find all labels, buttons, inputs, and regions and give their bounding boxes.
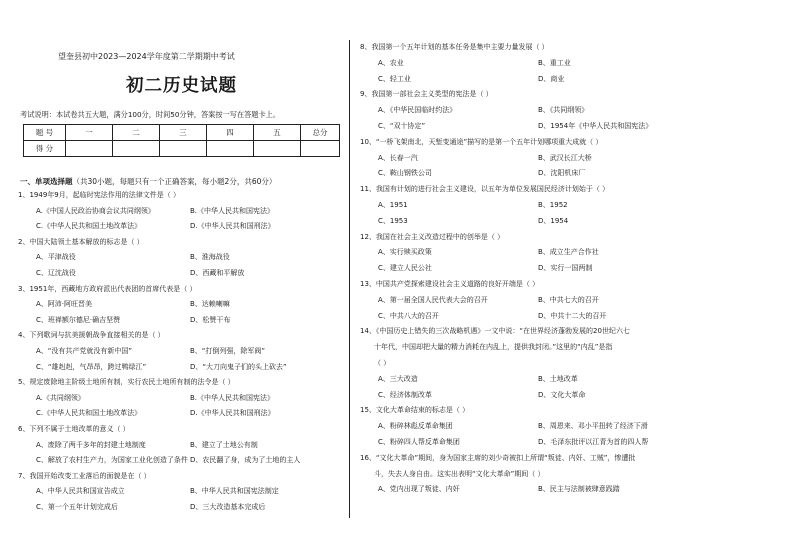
option-item: C、辽沈战役 <box>36 269 76 277</box>
option-item: B、武汉长江大桥 <box>538 153 592 162</box>
question-stem: 8、我国第一个五年计划的基本任务是集中主要力量发展（ ） <box>360 43 549 51</box>
section-title <box>20 176 276 187</box>
option-item: A.《共同纲领》 <box>36 393 85 402</box>
option-item: D、“大刀向鬼子们的头上砍去” <box>190 362 287 371</box>
option-item: D、实行一国两制 <box>538 264 593 273</box>
question-stem: 12、我国在社会主义改造过程中的创举是（ ） <box>360 232 505 241</box>
score-table <box>23 124 340 157</box>
option-item: A、粉碎林彪反革命集团 <box>378 422 453 431</box>
option-item: D、商业 <box>538 74 565 83</box>
option-item: A、平津战役 <box>36 253 76 262</box>
option-item: A、实行赎买政策 <box>378 248 432 257</box>
option-item: A、中华人民共和国宣告成立 <box>36 487 125 496</box>
option-item: B、民主与法制被肆意践踏 <box>538 485 620 494</box>
question-stem: 9、我国第一部社会主义类型的宪法是（ ） <box>360 90 493 99</box>
score-cell: 四 <box>207 125 254 141</box>
option-item: D、毛泽东批评以江青为首的四人帮 <box>538 438 649 446</box>
option-item: D、1954年《中华人民共和国宪法》 <box>538 122 653 130</box>
question-stem: 7、我国开始改变工业落后的面貌是在（ ） <box>18 471 151 480</box>
option-item: B、淮海战役 <box>190 253 230 262</box>
option-item: B、土地改革 <box>538 374 578 383</box>
question-stem-continued: （ ） <box>374 359 391 367</box>
score-cell <box>160 141 207 157</box>
score-cell: 得 分 <box>24 141 66 157</box>
option-item: B、周恩来、邓小平扭转了经济下滑 <box>538 422 648 431</box>
column-divider <box>349 40 350 518</box>
option-item: C、粉碎四人帮反革命集团 <box>378 438 460 446</box>
score-cell <box>301 141 340 157</box>
question-stem: 6、下列不属于土地改革的意义（ ） <box>18 425 130 433</box>
question-stem: 3、1951年，西藏地方政府派出代表团的首席代表是（ ） <box>18 284 197 293</box>
question-stem: 2、中国大陆领土基本解放的标志是（ ） <box>18 237 144 246</box>
option-item: C.《中华人民共和国土地改革法》 <box>36 409 142 418</box>
option-item: B、中共七大的召开 <box>538 295 599 304</box>
option-item: C、建立人民公社 <box>378 264 432 273</box>
option-item: B.《中华人民共和国宪法》 <box>190 206 275 215</box>
score-cell: 题 号 <box>24 125 66 141</box>
score-cell: 一 <box>66 125 113 141</box>
option-item: C、轻工业 <box>378 74 411 83</box>
option-item: A、长春一汽 <box>378 153 418 162</box>
option-item: C、第一个五年计划完成后 <box>36 503 118 511</box>
option-item: C.《中华人民共和国土地改革法》 <box>36 222 142 231</box>
option-item: B.《中华人民共和国宪法》 <box>190 393 275 402</box>
option-item: D、三大改造基本完成后 <box>190 503 266 511</box>
question-stem: 15、文化大革命结束的标志是（ ） <box>360 406 470 415</box>
option-item: D、中共十二大的召开 <box>538 311 607 320</box>
option-item: C、鞍山钢铁公司 <box>378 169 432 178</box>
score-cell: 二 <box>113 125 160 141</box>
option-item: B、中华人民共和国宪法制定 <box>190 487 279 496</box>
option-item: B、《共同纲领》 <box>538 106 589 115</box>
option-item: D、文化大革命 <box>538 390 586 399</box>
score-cell: 总分 <box>301 125 340 141</box>
option-item: A、农业 <box>378 58 404 67</box>
option-item: D.《中华人民共和国刑法》 <box>190 409 275 418</box>
option-item: A、《中华民国临时约法》 <box>378 106 457 115</box>
option-item: B、“打倒列强，除军阀” <box>190 347 266 355</box>
question-stem: 1、1949年9月，起临时宪法作用的法律文件是（ ） <box>18 191 180 199</box>
question-stem: 10、“一桥飞架南北，天堑变通途”描写的是第一个五年计划哪项重大成就（ ） <box>360 137 603 146</box>
question-stem: 5、规定废除地主阶级土地所有制，实行农民土地所有制的法令是（ ） <box>18 378 235 387</box>
option-item: A、第一届全国人民代表大会的召开 <box>378 295 488 304</box>
option-item: B、重工业 <box>538 58 571 67</box>
score-cell <box>66 141 113 157</box>
question-stem: 14、《中国历史上错失的三次战略机遇》一文中说：“在世界经济蓬勃发展的20世纪六七 <box>360 327 630 336</box>
score-table-header-row <box>24 125 340 141</box>
option-item: D、松赞干布 <box>190 315 231 324</box>
exam-header: 望奎县初中2023—2024学年度第二学期期中考试 <box>58 52 235 61</box>
section-desc: （共30小题，每题只有一个正确答案，每小题2分，共60分） <box>72 177 277 186</box>
option-item: A、党内出现了叛徒、内奸 <box>378 485 460 494</box>
option-item: A、1951 <box>378 201 408 209</box>
score-cell <box>207 141 254 157</box>
score-cell <box>113 141 160 157</box>
option-item: D.《中华人民共和国刑法》 <box>190 222 275 231</box>
question-stem: 13、中国共产党探索建设社会主义道路的良好开端是（ ） <box>360 280 540 288</box>
option-item: B、达赖喇嘛 <box>190 300 230 309</box>
option-item: C、经济体制改革 <box>378 390 432 399</box>
question-stem: 16、“文化大革命”期间，身为国家主席的刘少奇被扣上所谓“叛徒、内奸、工贼”，惨遭批 <box>360 453 636 462</box>
right-column <box>358 0 786 558</box>
option-item: C、班禅额尔德尼·确吉坚赞 <box>36 315 121 324</box>
exam-title: 初二历史试题 <box>126 76 237 96</box>
option-item: D、西藏和平解放 <box>190 269 245 277</box>
option-item: C、“双十协定” <box>378 122 426 130</box>
option-item: D、1954 <box>538 216 569 225</box>
question-stem: 11、我国有计划的进行社会主义建设，以五年为单位发展国民经济计划始于（ ） <box>360 185 610 194</box>
score-cell <box>254 141 301 157</box>
score-table-score-row <box>24 141 340 157</box>
question-stem: 4、下列歌词与抗美援朝战争直接相关的是（ ） <box>18 331 165 340</box>
option-item: C、解放了农村生产力，为国家工业化创造了条件 <box>36 456 188 465</box>
option-item: A、阿沛·阿旺晋美 <box>36 300 93 309</box>
question-stem-continued: 斗，失去人身自由。这实出表明“文化大革命”期间（ ） <box>374 469 545 478</box>
option-item: A、“没有共产党就没有新中国” <box>36 347 133 355</box>
option-item: B、1952 <box>538 201 568 209</box>
left-column <box>14 0 344 558</box>
option-item: B、成立生产合作社 <box>538 248 599 257</box>
option-item: A、三大改造 <box>378 374 418 383</box>
score-cell: 三 <box>160 125 207 141</box>
option-item: D、农民翻了身，成为了土地的主人 <box>190 456 301 465</box>
option-item: D、沈阳机床厂 <box>538 169 586 178</box>
question-stem-continued: 十年代，中国却把大量的精力消耗在内乱上，提供我封闭。”这里的“内乱”是指 <box>374 343 613 352</box>
section-title-text: 一、单项选择题 <box>20 177 73 186</box>
option-item: A、废除了两千多年的封建土地制度 <box>36 440 146 449</box>
option-item: C、“雄赳赳，气昂昂，跨过鸭绿江” <box>36 362 147 371</box>
option-item: B、建立了土地公有制 <box>190 440 258 449</box>
exam-note: 考试说明：本试卷共五大题，满分100分，时间50分钟，答案按一写在答题卡上。 <box>20 110 281 119</box>
score-cell: 五 <box>254 125 301 141</box>
option-item: C、中共八大的召开 <box>378 311 439 320</box>
option-item: C、1953 <box>378 216 408 225</box>
option-item: A.《中国人民政治协商会议共同纲领》 <box>36 206 155 215</box>
